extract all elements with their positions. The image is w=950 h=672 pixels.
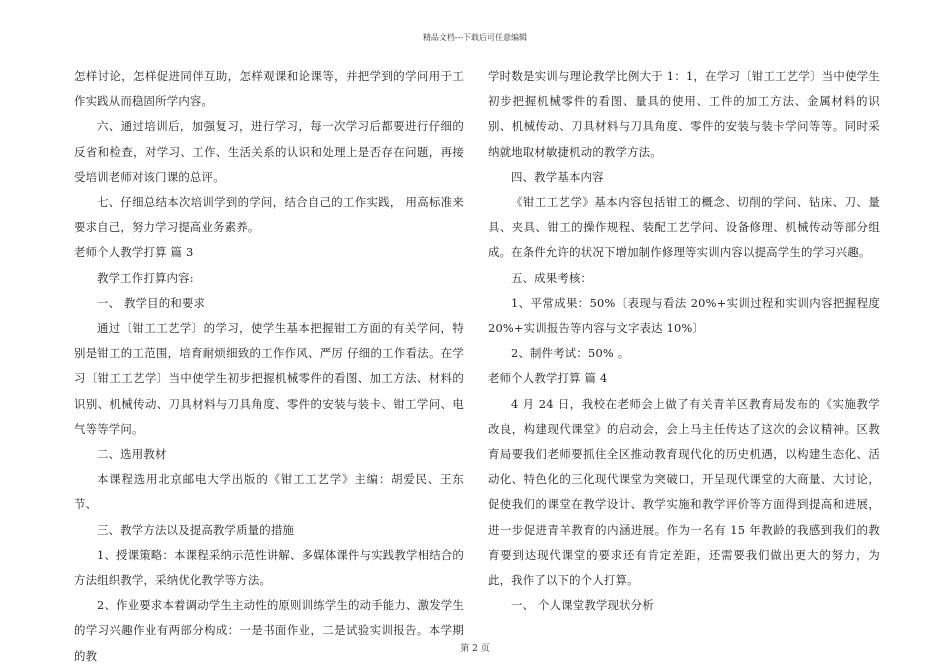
- paragraph: 学时数是实训与理论教学比例大于 1：1，在学习〔钳工工艺学〕当中使学生初步把握机械零件的看图、量具的使用、工件的加工方法、金属材料的识别、机械传动、刀具材料与刀具角度、零件的安装与装卡学问等等。同时采纳就地取材敏捷机动的教学方法。: [488, 69, 880, 159]
- paragraph: 1、平常成果：50%〔表现与看法 20%+实训过程和实训内容把握程度 20%+实训报告等内容与文字表达 10%〕: [488, 295, 880, 336]
- paragraph: 教学工作打算内容:: [97, 270, 194, 285]
- paragraph: 怎样讨论，怎样促进同伴互助，怎样观课和论课等，并把学到的学问用于工作实践从而稳固所学内容。: [74, 69, 464, 109]
- subheading: 三、教学方法以及提高教学质量的措施: [97, 522, 295, 537]
- subheading: 一、 教学目的和要求: [97, 295, 206, 310]
- right-column: [488, 64, 880, 618]
- section-title: 老师个人教学打算 篇 3: [74, 245, 194, 260]
- subheading: 二、选用教材: [97, 447, 167, 462]
- paragraph: 1、授课策略：本课程采纳示范性讲解、多媒体课件与实践教学相结合的方法组织教学，采纳优化教学等方法。: [74, 547, 464, 588]
- subheading: 一、 个人课堂教学现状分析: [511, 598, 654, 613]
- paragraph: 六、通过培训后，加强复习，进行学习，每一次学习后都要进行仔细的反省和检查，对学习、工作、生活关系的认识和处理上是否存在问题，再接受培训老师对该门课的总评。: [74, 119, 464, 184]
- paragraph: 2、作业要求本着调动学生主动性的原则训练学生的动手能力、激发学生的学习兴趣作业有两部分构成：一是书面作业，二是试验实训报告。本学期的教: [74, 598, 464, 663]
- paragraph: 《钳工工艺学》基本内容包括钳工的概念、切削的学问、钻床、刀、量具、夹具、钳工的操作规程、装配工艺学问、设备修理、机械传动等部分组成。在条件允许的状况下增加制作修理等实训内容以提高学生的学习兴趣。: [488, 195, 880, 260]
- page-header: 精品文档---下载后可任意编辑: [422, 33, 528, 42]
- left-column: [74, 64, 464, 669]
- paragraph: 通过〔钳工工艺学〕的学习，使学生基本把握钳工方面的有关学问，特别是钳工的工范围，培育耐烦细致的工作作风、严厉 仔细的工作看法。在学习〔钳工工艺学〕当中使学生初步把握机械零件的看图、加工方法、材料的识别、机械传动、刀具材料与刀具角度、零件的安装与装卡、钳工学问、电气等等学问。: [74, 321, 464, 436]
- subheading: 四、教学基本内容: [511, 169, 604, 184]
- paragraph: 七、仔细总结本次培训学到的学问，结合自己的工作实践， 用高标准来要求自己，努力学习提高业务素养。: [74, 195, 464, 235]
- page-number: 第 2 页: [460, 644, 490, 654]
- subheading: 五、成果考核：: [511, 270, 593, 285]
- paragraph: 4 月 24 日，我校在老师会上做了有关青羊区教育局发布的《实施教学改良，构建现代课堂》的启动会，会上马主任传达了这次的会议精神。区教育局要我们老师要抓住全区推动教育现代化的历史机遇，以构建生态化、活动化、特色化的三化现代课堂为突破口，开呈现代课堂的大商量、大讨论，促使我们的课堂在教学设计、教学实施和教学评价等方面得到提高和进展，进一步促进青羊教育的内涵进展。作为一名有 15 年教龄的我感到我们的教育要到达现代课堂的要求还有肯定差距，还需要我们做出更大的努力，为此，我作了以下的个人打算。: [488, 396, 880, 588]
- paragraph: 2、制件考试：50% 。: [511, 346, 630, 361]
- paragraph: 本课程选用北京邮电大学出版的《钳工工艺学》主编：胡爱民、王东节、: [74, 472, 464, 512]
- section-title: 老师个人教学打算 篇 4: [488, 371, 608, 386]
